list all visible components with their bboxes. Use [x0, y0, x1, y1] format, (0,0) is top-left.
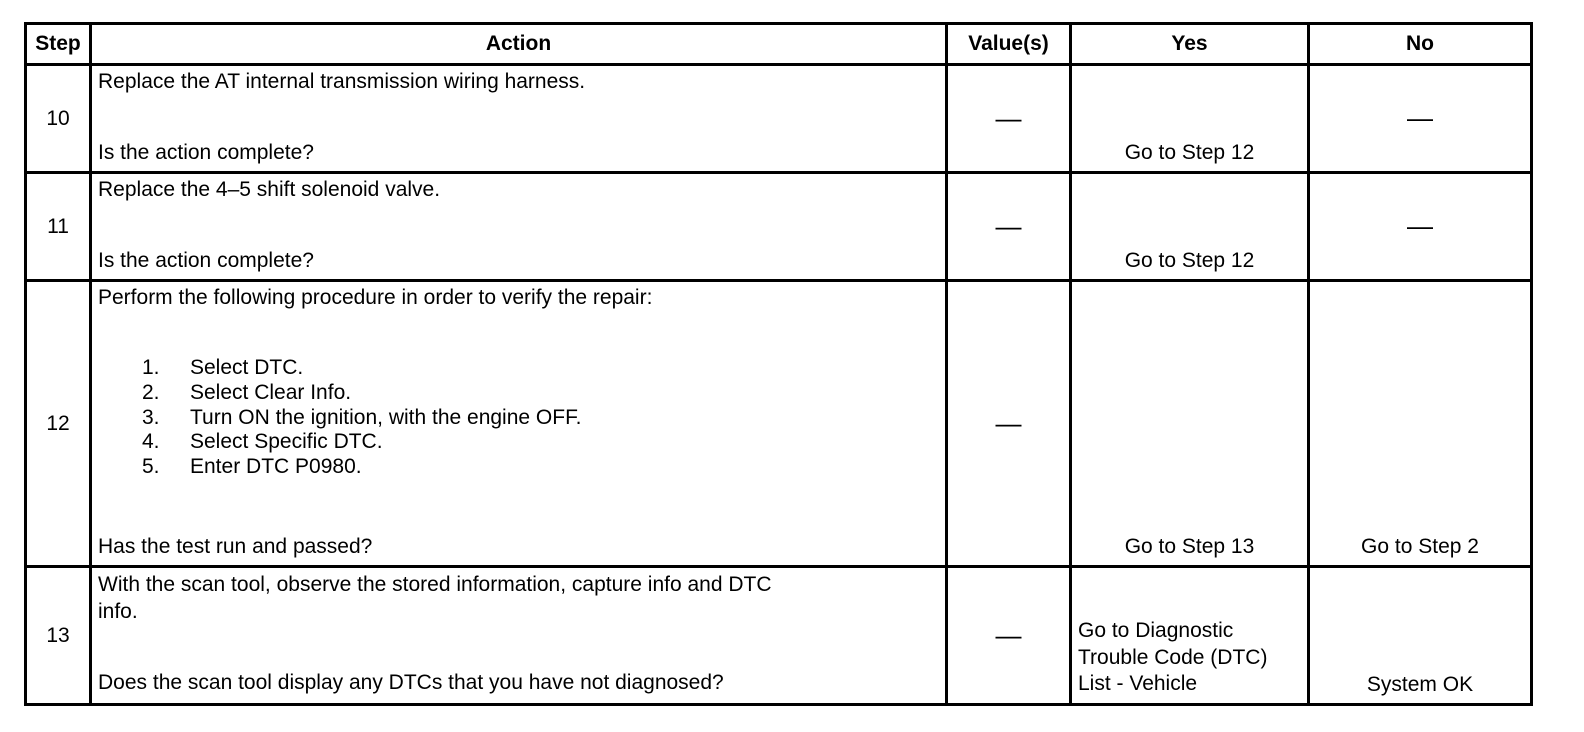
action-text-line-1: With the scan tool, observe the stored information, capture info and DTC — [98, 573, 772, 596]
yes-text-line-3: List - Vehicle — [1078, 671, 1198, 695]
procedure-step-number: 2. — [142, 380, 160, 404]
action-text: Replace the 4–5 shift solenoid valve. — [98, 178, 441, 201]
no-text: Go to Step 2 — [1361, 535, 1479, 558]
yes-cell — [1071, 567, 1309, 705]
procedure-step-number: 4. — [142, 430, 160, 454]
procedure-step — [142, 430, 581, 455]
action-cell — [91, 65, 947, 173]
header-no: No — [1309, 24, 1532, 65]
procedure-step-number: 1. — [142, 356, 160, 379]
procedure-step — [142, 381, 581, 406]
step-number: 10 — [26, 65, 91, 173]
value-cell: — — [947, 281, 1071, 567]
no-cell — [1309, 281, 1532, 567]
header-yes: Yes — [1071, 24, 1309, 65]
action-question: Has the test run and passed? — [98, 535, 373, 558]
action-question: Is the action complete? — [98, 249, 314, 272]
action-cell — [91, 173, 947, 281]
diagnostic-table — [24, 22, 1533, 706]
header-row — [26, 24, 1532, 65]
header-action: Action — [91, 24, 947, 65]
step-number: 13 — [26, 567, 91, 705]
action-question: Does the scan tool display any DTCs that you have not diagnosed? — [98, 671, 724, 695]
step-number: 12 — [26, 281, 91, 567]
procedure-step — [142, 356, 581, 381]
value-cell: — — [947, 567, 1071, 705]
table-row — [26, 173, 1532, 281]
table-row — [26, 567, 1532, 705]
yes-text — [1078, 618, 1303, 697]
procedure-step-text: Select DTC. — [190, 356, 304, 379]
procedure-step — [142, 455, 581, 480]
no-text: — — [1407, 210, 1433, 241]
header-step: Step — [26, 24, 91, 65]
action-text: Perform the following procedure in order to verify the repair: — [98, 286, 653, 309]
value-cell: — — [947, 173, 1071, 281]
action-question: Is the action complete? — [98, 141, 314, 164]
no-cell — [1309, 65, 1532, 173]
yes-text: Go to Step 12 — [1124, 249, 1255, 272]
yes-cell — [1071, 65, 1309, 173]
step-number: 11 — [26, 173, 91, 281]
procedure-list — [142, 356, 581, 480]
action-cell — [91, 281, 947, 567]
procedure-step — [142, 406, 581, 431]
yes-text-line-1: Go to Diagnostic — [1078, 619, 1234, 643]
procedure-step-number: 3. — [142, 405, 160, 429]
no-text: — — [1407, 102, 1433, 133]
procedure-step-text: Turn ON the ignition, with the engine OFF. — [190, 405, 582, 429]
yes-cell — [1071, 173, 1309, 281]
yes-text: Go to Step 13 — [1124, 535, 1255, 558]
yes-text: Go to Step 12 — [1124, 141, 1255, 164]
header-values: Value(s) — [947, 24, 1071, 65]
table-row — [26, 281, 1532, 567]
value-cell: — — [947, 65, 1071, 173]
no-cell — [1309, 173, 1532, 281]
table-row — [26, 65, 1532, 173]
procedure-step-text: Enter DTC P0980. — [190, 455, 362, 479]
procedure-step-text: Select Specific DTC. — [190, 430, 383, 454]
yes-text-line-2: Trouble Code (DTC) — [1078, 645, 1268, 669]
procedure-step-text: Select Clear Info. — [190, 380, 352, 404]
action-text-line-2: info. — [98, 599, 138, 623]
yes-cell — [1071, 281, 1309, 567]
no-cell — [1309, 567, 1532, 705]
no-text: System OK — [1366, 673, 1474, 696]
action-text: Replace the AT internal transmission wiring harness. — [98, 70, 586, 93]
action-cell — [91, 567, 947, 705]
procedure-step-number: 5. — [142, 455, 160, 479]
